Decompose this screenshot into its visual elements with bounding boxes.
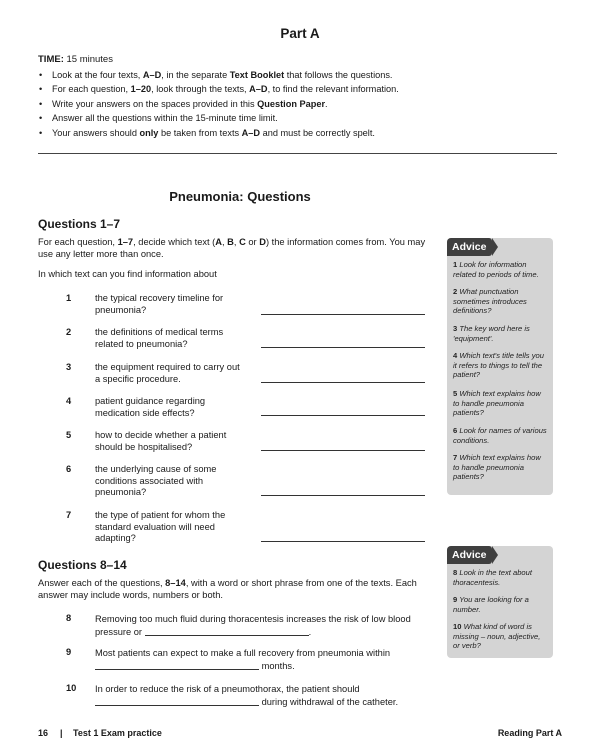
advice-tip: 2 What punctuation sometimes introduces definitions? [453, 287, 527, 316]
instruction-item: • Your answers should only be taken from texts A–D and must be correctly spelt. [38, 126, 558, 140]
advice-box [447, 238, 553, 495]
question-number: 10 [66, 683, 77, 693]
question-text: the definitions of medical terms related to pneumonia? [95, 327, 224, 349]
time-label: TIME: [38, 54, 64, 65]
question-text: the equipment required to carry out a specific procedure. [95, 362, 240, 384]
page-title: Part A [280, 26, 320, 41]
answer-line-4[interactable] [261, 415, 425, 416]
question-number: 8 [66, 613, 72, 623]
question-number: 2 [66, 327, 72, 337]
advice-tip: 3 The key word here is 'equipment'. [453, 324, 530, 343]
answer-line-2[interactable] [261, 347, 425, 348]
advice-tip: 6 Look for names of various conditions. [453, 426, 547, 445]
gap-line-9[interactable] [95, 669, 259, 670]
instruction-item: • Answer all the questions within the 15-minute time limit. [38, 111, 558, 125]
gap-fill-question-8: Removing too much fluid during thoracentesis increases the risk of low blood pressure or . [95, 614, 411, 637]
page-number: 16 [38, 728, 49, 738]
answer-line-6[interactable] [261, 495, 425, 496]
time-limit [38, 54, 113, 65]
advice-label: Advice [447, 238, 492, 256]
answer-line-7[interactable] [261, 541, 425, 542]
questions-1-7-heading: Questions 1–7 [38, 217, 121, 231]
footer-test-label: Test 1 Exam practice [73, 728, 162, 738]
gap-fill-question-9: Most patients can expect to make a full recovery from pneumonia within months. [95, 648, 391, 671]
questions-8-14-heading: Questions 8–14 [38, 558, 127, 572]
instructions-list [38, 68, 558, 140]
gap-line-10[interactable] [95, 705, 259, 706]
answer-line-1[interactable] [261, 314, 425, 315]
advice-tip: 8 Look in the text about thoracentesis. [453, 568, 532, 587]
question-number: 9 [66, 647, 72, 657]
answer-line-3[interactable] [261, 382, 425, 383]
advice-label: Advice [447, 546, 492, 564]
questions-8-14-instructions: Answer each of the questions, 8–14, with a word or short phrase from one of the texts. Each answer may include words, numbers or both. [38, 578, 417, 601]
question-text: how to decide whether a patient should be hospitalised? [95, 430, 227, 452]
instruction-item: • Write your answers on the spaces provided in this Question Paper. [38, 97, 558, 111]
advice-tip: 10 What kind of word is missing – noun, adjective, or verb? [453, 622, 541, 651]
question-number: 3 [66, 362, 72, 372]
footer-separator: | [60, 728, 63, 738]
questions-prompt: In which text can you find information about [38, 269, 217, 279]
footer-section: Reading Part A [497, 728, 562, 738]
instruction-item: • Look at the four texts, A–D, in the separate Text Booklet that follows the questions. [38, 68, 558, 82]
gap-line-8[interactable] [145, 635, 309, 636]
questions-1-7-instructions: For each question, 1–7, decide which text (A, B, C or D) the information comes from. You may use any letter more than once. [38, 237, 426, 260]
time-value: 15 minutes [66, 54, 113, 65]
question-number: 4 [66, 396, 72, 406]
question-text: the type of patient for whom the standard evaluation will need adapting? [95, 510, 226, 544]
advice-tip: 4 Which text's title tells you it refers to things to tell the patient? [453, 351, 544, 380]
advice-tip: 5 Which text explains how to handle pneumonia patients? [453, 389, 541, 418]
question-number: 5 [66, 430, 72, 440]
question-text: the typical recovery timeline for pneumonia? [95, 293, 224, 315]
question-text: patient guidance regarding medication side effects? [95, 396, 206, 418]
question-number: 7 [66, 510, 72, 520]
question-number: 6 [66, 464, 72, 474]
advice-tip: 1 Look for information related to periods of time. [453, 260, 539, 279]
section-title: Pneumonia: Questions [169, 189, 311, 204]
divider [38, 153, 557, 154]
question-number: 1 [66, 293, 72, 303]
answer-line-5[interactable] [261, 450, 425, 451]
advice-tip: 9 You are looking for a number. [453, 595, 529, 614]
advice-tip: 7 Which text explains how to handle pneumonia patients? [453, 453, 541, 482]
gap-fill-question-10: In order to reduce the risk of a pneumothorax, the patient should during withdrawal of the catheter. [95, 684, 399, 707]
advice-box [447, 546, 553, 658]
instruction-item: • For each question, 1–20, look through the texts, A–D, to find the relevant information. [38, 82, 558, 96]
question-text: the underlying cause of some conditions associated with pneumonia? [95, 464, 217, 498]
